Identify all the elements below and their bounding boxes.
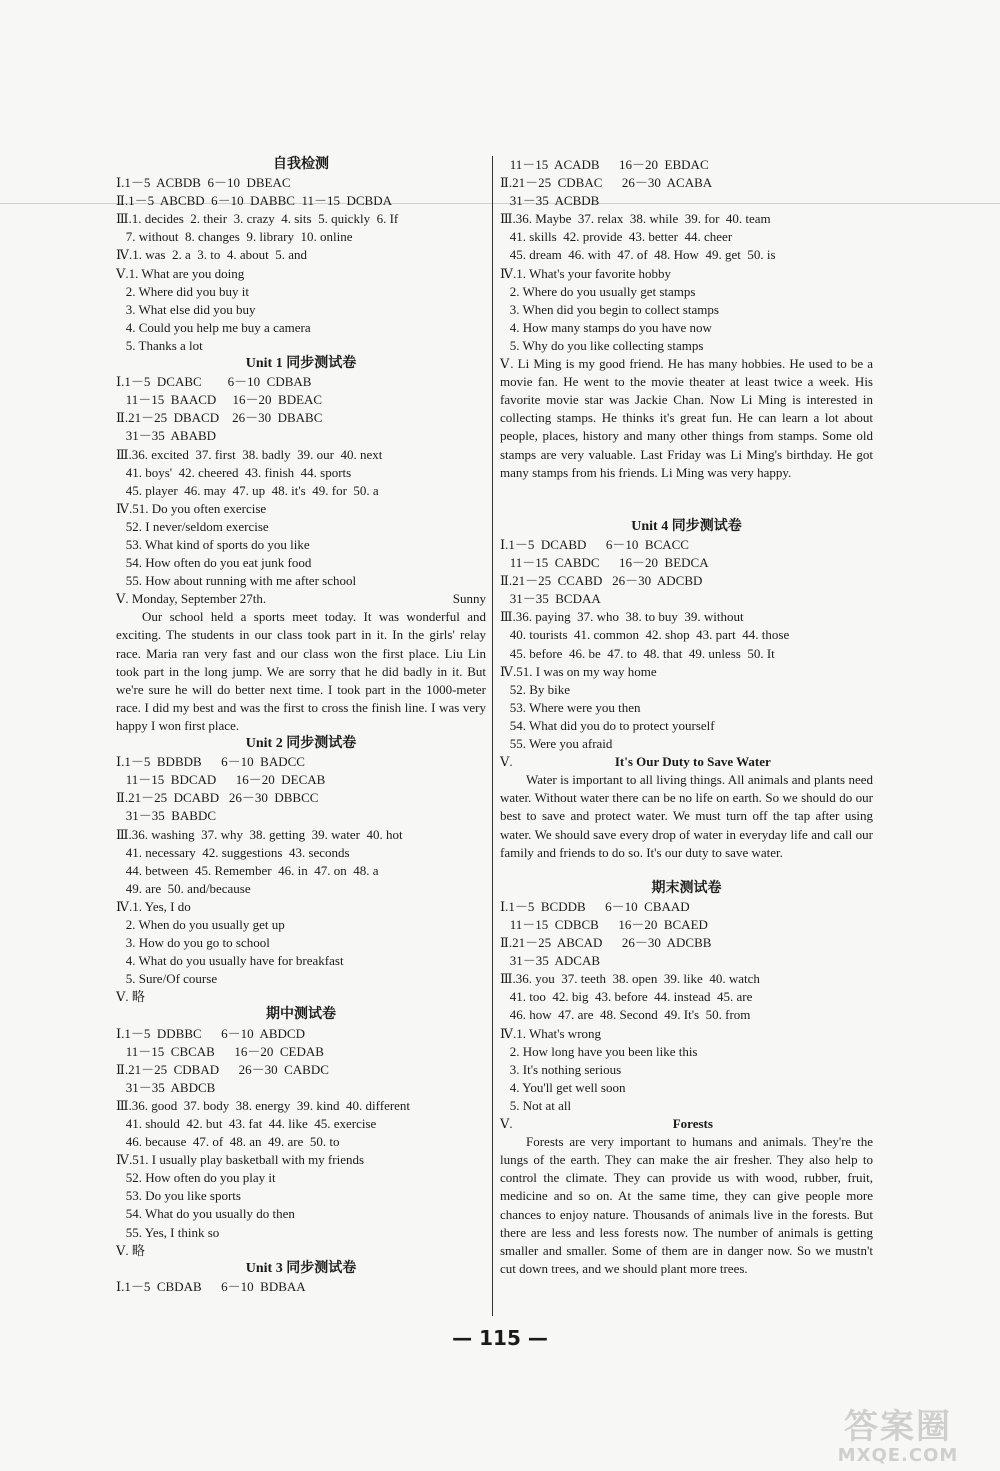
essay-paragraph: Forests are very important to humans and animals. They're the lungs of the earth. They can make the air fresher. They also help to control the climate. They can provide us with wood, rubber, fruit, medicine and so on. At the same time, they can give people more chances to enjoy nature. Thousands of animals live in the forests. But there are less and less forests now. The number of animals is getting smaller and smaller. Some of them are in danger now. So we mustn't cut down trees, and we should plant more trees. [500,1134,873,1276]
section-heading: 期中测试卷 [266,1007,336,1023]
answer-line: 2. Where did you buy it [116,283,249,299]
answer-line: 5. Not at all [500,1097,572,1113]
section-heading: Unit 4 同步测试卷 [631,518,742,534]
answer-line: 11－15 CABDC 16－20 BEDCA [500,555,709,571]
answer-line: Ⅱ.21－25 DBACD 26－30 DBABC [116,410,323,426]
answer-line: 31－35 ADCAB [500,953,601,969]
answer-line: 3. What else did you buy [116,301,256,317]
essay-paragraph: Water is important to all living things. All animals and plants need water. Without water there can be no life on earth. So we should do our best to save and protect water. We must turn off the tap after using water. We should save every drop of water in everyday life and call our family and friends to do so. It's our duty to save water. [500,772,873,860]
answer-line: 4. How many stamps do you have now [500,319,712,335]
answer-line: 45. player 46. may 47. up 48. it's 49. for 50. a [116,482,379,498]
answer-line: 55. Were you afraid [500,736,613,752]
answer-line: Ⅱ.21－25 DCABD 26－30 DBBCC [116,790,319,806]
answer-line: 11－15 CDBCB 16－20 BCAED [500,917,708,933]
answer-line: Ⅳ.1. What's wrong [500,1025,602,1041]
watermark-title: 答案圈 [844,1407,952,1447]
answer-line: 52. How often do you play it [116,1170,276,1186]
answer-line: 31－35 ABDCB [116,1079,216,1095]
answer-line: 46. because 47. of 48. an 49. are 50. to [116,1134,340,1150]
answer-line: Ⅰ.1－5 DCABD 6－10 BCACC [500,537,689,553]
answer-line: 2. Where do you usually get stamps [500,283,696,299]
answer-line: 7. without 8. changes 9. library 10. online [116,229,353,245]
answer-line: 2. When do you usually get up [116,916,285,932]
answer-line: Ⅳ.1. was 2. a 3. to 4. about 5. and [116,247,307,263]
answer-line: 4. Could you help me buy a camera [116,319,311,335]
weather-label: Sunny [452,591,486,607]
essay-title: Forests [672,1116,713,1132]
answer-line: Ⅴ. 略 [116,989,145,1005]
essay-title: It's Our Duty to Save Water [614,754,771,770]
watermark-url: MXQE.COM [837,1445,959,1466]
answer-line: Ⅴ. 略 [116,1242,145,1258]
page-number: — 115 — [452,1326,548,1350]
answer-line: 54. What did you do to protect yourself [500,717,715,733]
answer-line: Ⅲ.36. Maybe 37. relax 38. while 39. for 40. team [500,211,771,227]
answer-line: 45. before 46. be 47. to 48. that 49. unless 50. It [500,645,775,661]
answer-line: Ⅰ.1－5 CBDAB 6－10 BDBAA [116,1278,306,1294]
column-divider [492,156,493,1316]
answer-line: 52. I never/seldom exercise [116,518,269,534]
answer-line: 5. Thanks a lot [116,337,203,353]
answer-line: Ⅲ.36. excited 37. first 38. badly 39. our 40. next [116,446,383,462]
answer-line: Ⅲ.36. you 37. teeth 38. open 39. like 40. watch [500,971,760,987]
answer-line: 31－35 ACBDB [500,193,600,209]
answer-line: 31－35 BCDAA [500,591,601,607]
writing-task-header [500,1115,873,1133]
section-heading: Unit 2 同步测试卷 [245,736,357,752]
answer-line: Ⅰ.1－5 BDBDB 6－10 BADCC [116,754,305,770]
answer-line: Ⅲ.1. decides 2. their 3. crazy 4. sits 5. quickly 6. If [116,211,399,227]
answer-line: 54. How often do you eat junk food [116,555,312,571]
answer-line: Ⅲ.36. washing 37. why 38. getting 39. water 40. hot [116,826,403,842]
answer-line: Ⅱ.21－25 CCABD 26－30 ADCBD [500,573,703,589]
answer-line: Ⅰ.1－5 DDBBC 6－10 ABDCD [116,1025,305,1041]
section-heading: Unit 1 同步测试卷 [245,356,357,372]
writing-task-header [116,590,486,608]
answer-line: 52. By bike [500,681,571,697]
answer-line: 2. How long have you been like this [500,1043,698,1059]
answer-line: Ⅳ.51. Do you often exercise [116,500,267,516]
essay-paragraph: Ⅴ. Li Ming is my good friend. He has many hobbies. He used to be a movie fan. He went to the movie theater at least twice a week. His favorite movie star was Jackie Chan. Now Li Ming is interested in collecting stamps. He thinks it's great fun. He can learn a lot about people, places, history and many other things from stamps. Some old stamps are very valuable. Last Friday was Li Ming's birthday. He got many stamps from his friends. Li Ming was very happy. [500,356,873,480]
answer-line: 54. What do you usually do then [116,1206,295,1222]
answer-line: 3. When did you begin to collect stamps [500,301,719,317]
answer-line: 55. Yes, I think so [116,1224,220,1240]
answer-line: 4. What do you usually have for breakfast [116,953,344,969]
answer-line: 11－15 CBCAB 16－20 CEDAB [116,1043,324,1059]
writing-task-label: Ⅴ. [500,1116,513,1132]
answer-line: 40. tourists 41. common 42. shop 43. part 44. those [500,627,790,643]
answer-line: 41. skills 42. provide 43. better 44. cheer [500,229,733,245]
answer-line: Ⅳ.1. What's your favorite hobby [500,265,672,281]
answer-line: 55. How about running with me after school [116,573,357,589]
answer-line: 41. too 42. big 43. before 44. instead 45. are [500,989,753,1005]
answer-line: Ⅴ.1. What are you doing [116,265,245,281]
answer-line: Ⅱ.21－25 CDBAD 26－30 CABDC [116,1061,329,1077]
answer-line: 41. necessary 42. suggestions 43. seconds [116,844,350,860]
answer-line: 3. It's nothing serious [500,1061,622,1077]
answer-line: Ⅳ.51. I usually play basketball with my friends [116,1152,365,1168]
answer-line: 45. dream 46. with 47. of 48. How 49. get 50. is [500,247,776,263]
answer-line: Ⅰ.1－5 BCDDB 6－10 CBAAD [500,898,690,914]
essay-paragraph: Our school held a sports meet today. It was wonderful and exciting. The students in our class took part in it. In the girls' relay race. Maria ran very fast and our class won the first place. Liu Lin took part in the long jump. We are sorry that he did badly in it. But we're sure he will do better next time. I took part in the 1000-meter race. I did my best and was the first to cross the finish line. I was very happy I won first place. [116,609,486,733]
writing-task-label: Ⅴ. Monday, September 27th. [116,591,267,607]
answer-line: Ⅱ.21－25 ABCAD 26－30 ADCBB [500,935,712,951]
answer-line: 53. What kind of sports do you like [116,536,310,552]
answer-line: 5. Sure/Of course [116,971,218,987]
answer-line: 11－15 BDCAD 16－20 DECAB [116,772,326,788]
answer-line: 53. Do you like sports [116,1188,241,1204]
answer-line: 41. should 42. but 43. fat 44. like 45. exercise [116,1116,377,1131]
section-heading: Unit 3 同步测试卷 [245,1260,357,1276]
writing-task-label: Ⅴ. [500,754,513,770]
answer-line: 31－35 BABDC [116,808,217,824]
answer-line: Ⅱ.21－25 CDBAC 26－30 ACABA [500,175,713,191]
answer-line: 31－35 ABABD [116,428,217,444]
answer-line: 41. boys' 42. cheered 43. finish 44. sports [116,464,352,480]
section-heading: 期末测试卷 [651,880,722,896]
answer-line: 46. how 47. are 48. Second 49. It's 50. from [500,1007,751,1023]
answer-line: Ⅲ.36. good 37. body 38. energy 39. kind 40. different [116,1097,411,1113]
answer-line: 44. between 45. Remember 46. in 47. on 48. a [116,862,379,878]
writing-task-header [500,753,873,771]
right-column [500,156,873,1314]
left-column [116,156,486,1296]
watermark-logo [818,1408,978,1468]
answer-line: Ⅰ.1－5 DCABC 6－10 CDBAB [116,374,312,390]
answer-line: 53. Where were you then [500,699,641,715]
answer-line: Ⅰ.1－5 ACBDB 6－10 DBEAC [116,175,291,191]
answer-line: 5. Why do you like collecting stamps [500,337,704,353]
answer-line: 4. You'll get well soon [500,1079,626,1095]
answer-line: 11－15 ACADB 16－20 EBDAC [500,157,709,172]
section-heading: 自我检测 [273,157,329,172]
answer-line: 49. are 50. and/because [116,880,251,896]
answer-line: Ⅳ.51. I was on my way home [500,663,657,679]
answer-line: Ⅱ.1－5 ABCBD 6－10 DABBC 11－15 DCBDA [116,193,392,209]
answer-line: Ⅳ.1. Yes, I do [116,898,191,914]
answer-line: Ⅲ.36. paying 37. who 38. to buy 39. without [500,609,744,625]
answer-line: 11－15 BAACD 16－20 BDEAC [116,392,323,408]
answer-line: 3. How do you go to school [116,935,270,951]
